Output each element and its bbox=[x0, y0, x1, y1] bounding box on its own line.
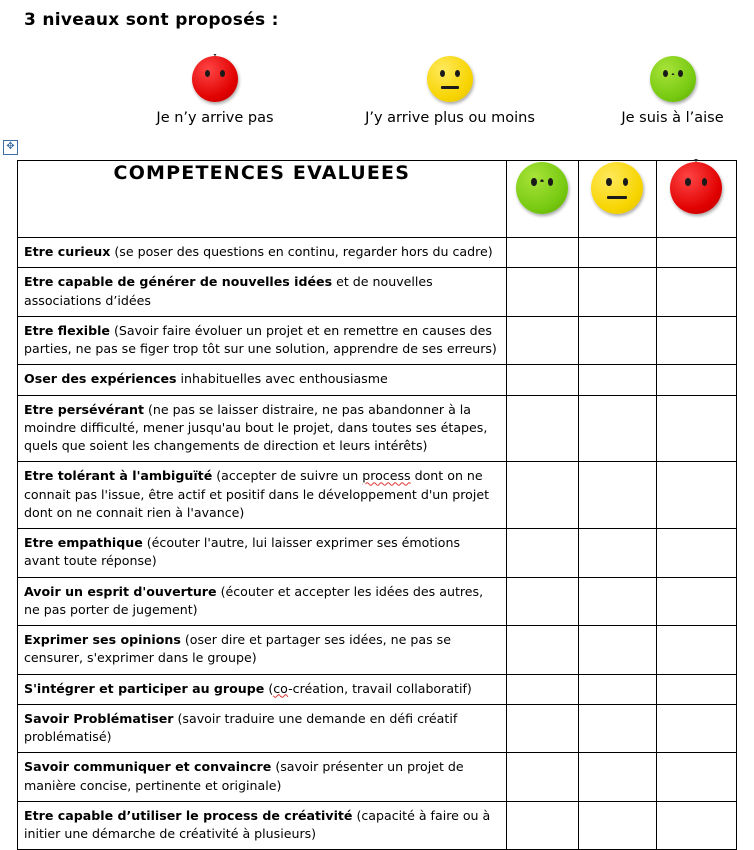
legend-item-partially-able bbox=[345, 56, 555, 126]
rating-cell-green[interactable] bbox=[506, 395, 578, 462]
rating-cell-red[interactable] bbox=[656, 365, 736, 395]
competence-label-strong: S'intégrer et participer au groupe bbox=[24, 680, 265, 696]
table-row bbox=[18, 674, 737, 704]
rating-cell-green[interactable] bbox=[506, 674, 578, 704]
competence-label: Etre empathique (écouter l'autre, lui laisser exprimer ses émotions avant toute réponse) bbox=[18, 529, 507, 578]
rating-cell-red[interactable] bbox=[656, 674, 736, 704]
legend-item-not-able bbox=[120, 56, 310, 126]
eye-right bbox=[678, 70, 683, 77]
page-title: 3 niveaux sont proposés : bbox=[24, 10, 279, 30]
rating-cell-green[interactable] bbox=[506, 626, 578, 675]
smile-green-face-icon bbox=[516, 162, 568, 214]
rating-cell-yellow[interactable] bbox=[578, 626, 656, 675]
rating-cell-red[interactable] bbox=[656, 704, 736, 753]
eye-left bbox=[663, 70, 668, 77]
rating-cell-yellow[interactable] bbox=[578, 395, 656, 462]
table-row bbox=[18, 753, 737, 802]
rating-cell-red[interactable] bbox=[656, 395, 736, 462]
legend-item-comfortable bbox=[590, 56, 754, 126]
eye-left bbox=[440, 70, 445, 77]
sad-red-face-icon bbox=[192, 56, 238, 102]
competence-label-strong: Etre persévérant bbox=[24, 401, 145, 417]
rating-cell-green[interactable] bbox=[506, 268, 578, 317]
competence-label-strong: Exprimer ses opinions bbox=[24, 632, 181, 647]
table-row bbox=[18, 316, 737, 365]
eye-right bbox=[220, 70, 225, 77]
competence-label: Savoir communiquer et convaincre (savoir présenter un projet de manière concise, pertinente et originale) bbox=[18, 753, 507, 802]
rating-cell-red[interactable] bbox=[656, 268, 736, 317]
rating-cell-yellow[interactable] bbox=[578, 801, 656, 850]
table-header-row bbox=[18, 161, 737, 238]
eye-right bbox=[548, 178, 554, 186]
competence-label-strong: Etre flexible bbox=[24, 322, 110, 338]
competence-label: S'intégrer et participer au groupe (co-création, travail collaboratif) bbox=[18, 674, 507, 704]
table-row bbox=[18, 704, 737, 753]
rating-cell-green[interactable] bbox=[506, 462, 578, 529]
rating-cell-green[interactable] bbox=[506, 753, 578, 802]
rating-cell-green[interactable] bbox=[506, 801, 578, 850]
table-row bbox=[18, 365, 737, 395]
table-header-cell-green bbox=[506, 161, 578, 238]
mouth-smile bbox=[539, 162, 545, 182]
spellcheck-marked-word: co bbox=[273, 680, 289, 696]
table-row bbox=[18, 238, 737, 268]
eye-left bbox=[606, 178, 612, 186]
rating-cell-red[interactable] bbox=[656, 316, 736, 365]
table-row bbox=[18, 801, 737, 850]
header-face-green-wrap bbox=[516, 162, 568, 214]
competence-label-strong: Etre curieux bbox=[24, 244, 111, 259]
table-move-handle[interactable]: ✥ bbox=[3, 140, 18, 155]
competence-label-strong: Avoir un esprit d'ouverture bbox=[24, 583, 217, 599]
mouth-sad bbox=[213, 54, 217, 73]
eye-right bbox=[455, 70, 460, 77]
mouth-flat bbox=[607, 196, 627, 199]
eye-left bbox=[531, 178, 537, 186]
rating-cell-yellow[interactable] bbox=[578, 753, 656, 802]
rating-cell-yellow[interactable] bbox=[578, 529, 656, 578]
eye-left bbox=[205, 70, 210, 77]
header-face-red-wrap bbox=[670, 162, 722, 214]
competence-label: Oser des expériences inhabituelles avec enthousiasme bbox=[18, 365, 507, 395]
competence-label-strong: Etre capable d’utiliser le process de créativité bbox=[24, 807, 353, 823]
rating-cell-yellow[interactable] bbox=[578, 704, 656, 753]
legend-label-3: Je suis à l’aise bbox=[621, 110, 724, 126]
sad-red-face-icon bbox=[670, 162, 722, 214]
competence-label-strong: Etre empathique bbox=[24, 535, 143, 550]
legend-label-2: J’y arrive plus ou moins bbox=[365, 110, 535, 126]
table-row bbox=[18, 529, 737, 578]
rating-cell-yellow[interactable] bbox=[578, 674, 656, 704]
header-face-yellow-wrap bbox=[591, 162, 643, 219]
eye-right bbox=[623, 178, 629, 186]
rating-cell-yellow[interactable] bbox=[578, 268, 656, 317]
table-header-cell-yellow bbox=[578, 161, 656, 238]
table-body bbox=[18, 161, 737, 850]
rating-cell-red[interactable] bbox=[656, 238, 736, 268]
competence-label: Etre capable de générer de nouvelles idées et de nouvelles associations d’idées bbox=[18, 268, 507, 317]
neutral-yellow-face-icon bbox=[427, 56, 473, 102]
mouth-smile bbox=[671, 56, 675, 75]
eye-left bbox=[685, 178, 691, 186]
legend-face-wrap-3 bbox=[590, 56, 754, 102]
competence-label: Etre tolérant à l'ambiguïté (accepter de suivre un process dont on ne connait pas l'issue, être actif et positif dans le développement d'un projet dont on ne connait rien à l'avance) bbox=[18, 462, 507, 529]
rating-cell-red[interactable] bbox=[656, 753, 736, 802]
mouth-flat bbox=[441, 86, 459, 89]
rating-cell-red[interactable] bbox=[656, 462, 736, 529]
rating-cell-green[interactable] bbox=[506, 529, 578, 578]
mouth-sad bbox=[693, 159, 699, 179]
competences-table bbox=[17, 160, 737, 850]
smile-green-face-icon bbox=[650, 56, 696, 102]
rating-cell-red[interactable] bbox=[656, 626, 736, 675]
neutral-yellow-face-icon bbox=[591, 162, 643, 214]
competence-label: Avoir un esprit d'ouverture (écouter et accepter les idées des autres, ne pas porter de jugement) bbox=[18, 577, 507, 626]
legend-label-1: Je n’y arrive pas bbox=[156, 110, 274, 126]
competence-label-strong: Savoir communiquer et convaincre bbox=[24, 759, 272, 775]
competence-label-strong: Oser des expériences bbox=[24, 371, 177, 387]
rating-cell-red[interactable] bbox=[656, 529, 736, 578]
rating-cell-red[interactable] bbox=[656, 801, 736, 850]
competence-label-strong: Etre capable de générer de nouvelles idées bbox=[24, 274, 333, 290]
table-row bbox=[18, 462, 737, 529]
rating-cell-green[interactable] bbox=[506, 704, 578, 753]
rating-cell-yellow[interactable] bbox=[578, 238, 656, 268]
table-row bbox=[18, 395, 737, 462]
rating-cell-green[interactable] bbox=[506, 365, 578, 395]
table-row bbox=[18, 268, 737, 317]
competence-label: Savoir Problématiser (savoir traduire une demande en défi créatif problématisé) bbox=[18, 704, 507, 753]
legend-row bbox=[0, 50, 754, 140]
legend-face-wrap-1 bbox=[120, 56, 310, 102]
competences-table-wrap bbox=[17, 160, 737, 850]
rating-cell-green[interactable] bbox=[506, 577, 578, 626]
competence-label: Etre curieux (se poser des questions en continu, regarder hors du cadre) bbox=[18, 238, 507, 268]
competence-label: Etre flexible (Savoir faire évoluer un projet et en remettre en causes des parties, ne pas se figer trop tôt sur une solution, apprendre de ses erreurs) bbox=[18, 316, 507, 365]
table-header-cell-red bbox=[656, 161, 736, 238]
spellcheck-marked-word: process bbox=[362, 468, 411, 484]
competence-label: Etre capable d’utiliser le process de créativité (capacité à faire ou à initier une démarche de créativité à plusieurs) bbox=[18, 801, 507, 850]
rating-cell-yellow[interactable] bbox=[578, 316, 656, 365]
table-row bbox=[18, 577, 737, 626]
table-header-title: COMPETENCES EVALUEES bbox=[18, 161, 507, 238]
rating-cell-yellow[interactable] bbox=[578, 365, 656, 395]
table-row bbox=[18, 626, 737, 675]
rating-cell-yellow[interactable] bbox=[578, 577, 656, 626]
rating-cell-yellow[interactable] bbox=[578, 462, 656, 529]
competence-label: Exprimer ses opinions (oser dire et partager ses idées, ne pas se censurer, s'exprimer dans le groupe) bbox=[18, 626, 507, 675]
competence-label-strong: Savoir Problématiser bbox=[24, 710, 174, 726]
rating-cell-green[interactable] bbox=[506, 238, 578, 268]
rating-cell-green[interactable] bbox=[506, 316, 578, 365]
legend-face-wrap-2 bbox=[345, 56, 555, 102]
competence-label: Etre persévérant (ne pas se laisser distraire, ne pas abandonner à la moindre difficulté, mener jusqu'au bout le projet, dans toutes ses étapes, quels que soient les changements de direction et leurs intérêts) bbox=[18, 395, 507, 462]
eye-right bbox=[702, 178, 708, 186]
rating-cell-red[interactable] bbox=[656, 577, 736, 626]
competence-label-strong: Etre tolérant à l'ambiguïté bbox=[24, 468, 213, 484]
